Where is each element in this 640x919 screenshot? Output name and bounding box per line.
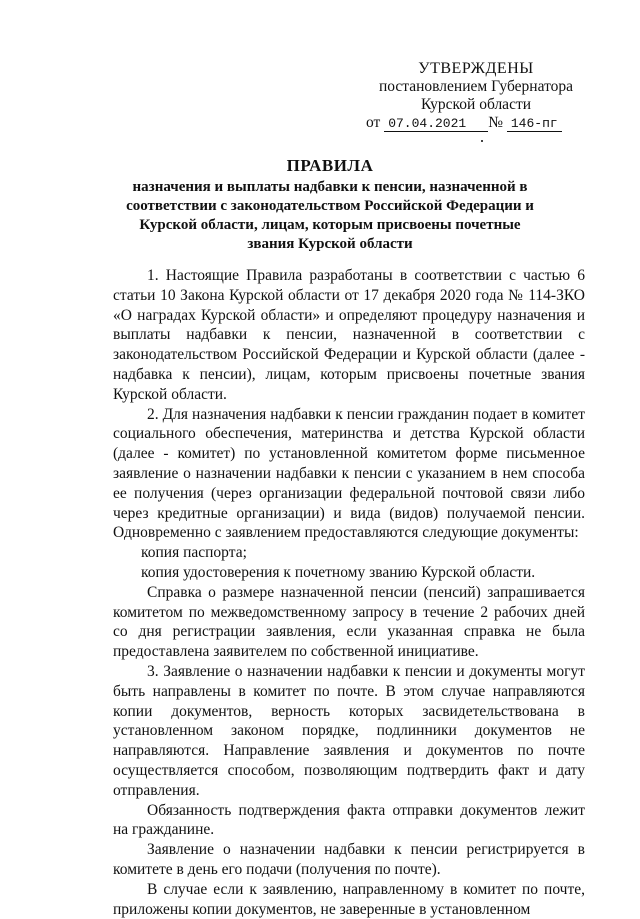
document-title — [120, 156, 540, 254]
paragraph-3: 3. Заявление о назначении надбавки к пенсии и документы могут быть направлены в комитет по почте. В этом случае направляются копии документов, верность которых засвидетельствована в установленном законом порядке, подлинники документов не направляются. Направление заявления и документов по почте осуществляется способом, позволяющим подтвердить факт и дату отправления. — [113, 662, 585, 799]
document-body — [113, 266, 585, 919]
paragraph-2: 2. Для назначения надбавки к пенсии гражданин подает в комитет социального обеспечения, материнства и детства Курской области (далее - комитет) по установленной комитетом форме письменное заявление о назначении надбавки к пенсии с указанием в нем способа ее получения (через организации федеральной почтовой связи либо через кредитные организации) и вида (видов) получаемой пенсии. Одновременно с заявлением предоставляются следующие документы: — [113, 405, 585, 542]
title-subtitle: назначения и выплаты надбавки к пенсии, назначенной в соответствии с законодательством Российской Федерации и Курской области, лицам, которым присвоены почетные звания Курской области — [126, 179, 534, 252]
approval-date-line — [366, 114, 586, 132]
approved-by-line: постановлением Губернатора — [378, 78, 574, 95]
paragraph-obligation: Обязанность подтверждения факта отправки документов лежит на гражданине. — [113, 801, 585, 839]
ink-dot — [481, 140, 483, 142]
paragraph-1: 1. Настоящие Правила разработаны в соответствии с частью 6 статьи 10 Закона Курской области от 17 декабря 2020 года № 114-ЗКО «О наградах Курской области» и определяют процедуру назначения и выплаты надбавки к пенсии, назначенной в соответствии с законодательством Российской Федерации и Курской области (далее - надбавка к пенсии), лицам, которым присвоены почетные звания Курской области. — [113, 267, 585, 403]
approved-region-line: Курской области — [420, 96, 532, 113]
list-item-certificate: копия удостоверения к почетному званию Курской области. — [141, 563, 536, 581]
approval-stamp — [366, 60, 586, 132]
date-prefix: от — [366, 114, 381, 131]
list-item-passport: копия паспорта; — [141, 544, 247, 562]
approval-date: 07.04.2021 — [384, 116, 488, 132]
number-prefix: № — [488, 114, 503, 131]
approval-number: 146-пг — [507, 116, 562, 132]
paragraph-unverified-copies: В случае если к заявлению, направленному в комитет по почте, приложены копии документов, не заверенные в установленном — [113, 880, 585, 918]
title-main: ПРАВИЛА — [286, 156, 374, 175]
paragraph-pension-certificate: Справка о размере назначенной пенсии (пенсий) запрашивается комитетом по межведомственному запросу в течение 2 рабочих дней со дня регистрации заявления, если указанная справка не была предоставлена заявителем по собственной инициативе. — [113, 583, 585, 661]
approved-heading: УТВЕРЖДЕНЫ — [418, 60, 534, 77]
paragraph-registration: Заявление о назначении надбавки к пенсии регистрируется в комитете в день его подачи (получения по почте). — [113, 841, 585, 878]
